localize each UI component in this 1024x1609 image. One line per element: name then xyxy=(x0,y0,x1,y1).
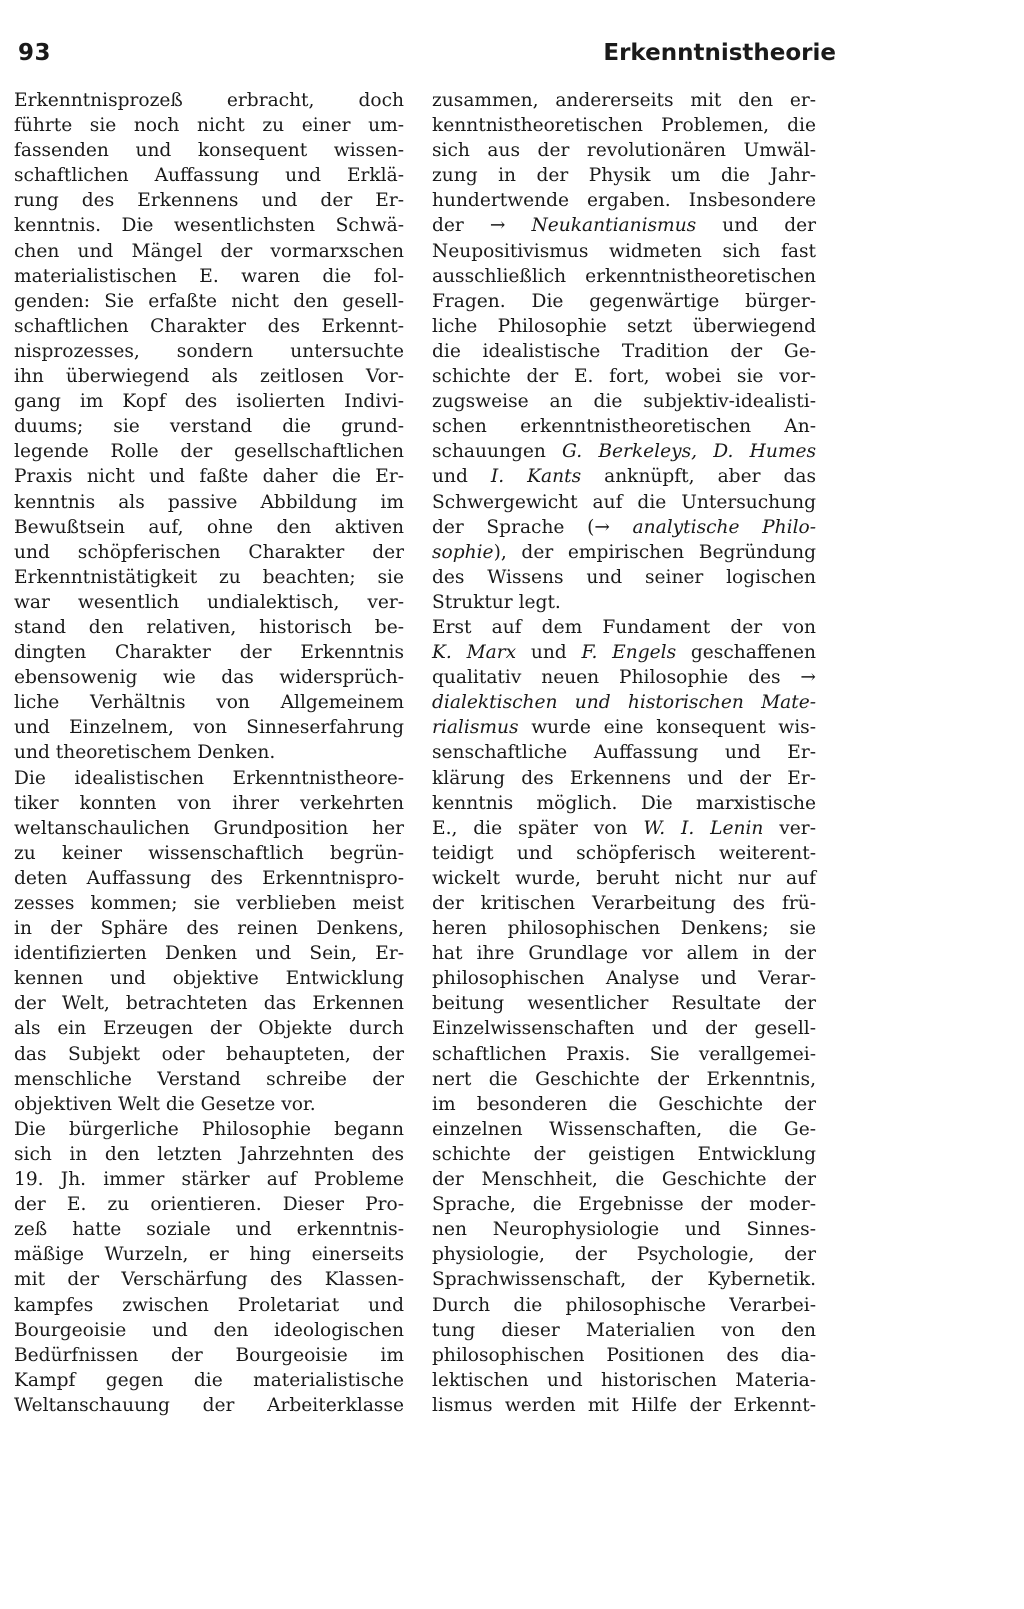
text-line: weltanschaulichen Grundposition her xyxy=(14,817,404,839)
text-line: kampfes zwischen Proletariat und xyxy=(14,1294,404,1316)
text-line: chen und Mängel der vormarxschen xyxy=(14,240,404,262)
text-line: zu keiner wissenschaftlich begrün- xyxy=(14,842,404,864)
text-fragment: E., die später von xyxy=(432,817,644,839)
italic-reference: sophie xyxy=(432,541,494,563)
text-line: Die idealistischen Erkenntnistheore- xyxy=(14,767,404,789)
text-line: hundertwende ergaben. Insbesondere xyxy=(432,190,816,212)
text-line: war wesentlich undialektisch, ver- xyxy=(14,591,404,613)
text-line: zeß hatte soziale und erkenntnis- xyxy=(14,1219,404,1241)
page-number: 93 xyxy=(18,40,52,66)
text-line: duums; sie verstand die grund- xyxy=(14,416,404,438)
text-line: tiker konnten von ihrer verkehrten xyxy=(14,792,404,814)
text-line: und Einzelnem, von Sinneserfahrung xyxy=(14,717,404,739)
text-line: nisprozesses, sondern untersuchte xyxy=(14,340,404,362)
text-line: mäßige Wurzeln, er hing einerseits xyxy=(14,1244,404,1266)
left-text-column xyxy=(14,88,404,1418)
text-line: deten Auffassung des Erkenntnispro- xyxy=(14,867,404,889)
text-line: lektischen und historischen Materia- xyxy=(432,1369,816,1391)
text-line xyxy=(432,515,816,540)
text-line: schichte der geistigen Entwicklung xyxy=(432,1143,816,1165)
text-line: Weltanschauung der Arbeiterklasse xyxy=(14,1394,404,1416)
text-line: menschliche Verstand schreibe der xyxy=(14,1068,404,1090)
text-line: ausschließlich erkenntnistheoretischen xyxy=(432,265,816,287)
text-line: 19. Jh. immer stärker auf Probleme xyxy=(14,1169,404,1191)
text-line: Erst auf dem Fundament der von xyxy=(432,616,816,638)
text-line: die idealistische Tradition der Ge- xyxy=(432,340,816,362)
text-line: hat ihre Grundlage vor allem in der xyxy=(432,943,816,965)
text-line: nert die Geschichte der Erkenntnis, xyxy=(432,1068,816,1090)
text-line: der Menschheit, die Geschichte der xyxy=(432,1169,816,1191)
text-line: gang im Kopf des isolierten Indivi- xyxy=(14,391,404,413)
page-header xyxy=(0,0,1024,90)
right-text-column xyxy=(432,88,816,1418)
italic-reference: rialismus xyxy=(432,717,519,739)
text-line: zusammen, andererseits mit den er- xyxy=(432,90,816,111)
text-line: Bourgeoisie und den ideologischen xyxy=(14,1319,404,1341)
text-line: Praxis nicht und faßte daher die Er- xyxy=(14,466,404,488)
text-line: Bedürfnissen der Bourgeoisie im xyxy=(14,1344,404,1366)
text-line xyxy=(432,690,816,715)
text-line: tung dieser Materialien von den xyxy=(432,1319,816,1341)
text-line: sich aus der revolutionären Umwäl- xyxy=(432,140,816,162)
text-line: Erkenntnistätigkeit zu beachten; sie xyxy=(14,566,404,588)
text-line: als ein Erzeugen der Objekte durch xyxy=(14,1018,404,1040)
text-line: teidigt und schöpferisch weiterent- xyxy=(432,842,816,864)
text-line: schaftlichen Auffassung und Erklä- xyxy=(14,165,404,187)
text-line: Sprachwissenschaft, der Kybernetik. xyxy=(432,1269,816,1291)
text-line: zugsweise an die subjektiv-idealisti- xyxy=(432,391,816,413)
text-line: Die bürgerliche Philosophie begann xyxy=(14,1118,404,1140)
text-line: dingten Charakter der Erkenntnis xyxy=(14,642,404,664)
text-line: führte sie noch nicht zu einer um- xyxy=(14,115,404,137)
text-line: Bewußtsein auf, ohne den aktiven xyxy=(14,516,404,538)
text-line: Durch die philosophische Verarbei- xyxy=(432,1294,816,1316)
text-line: stand den relativen, historisch be- xyxy=(14,616,404,638)
text-line: einzelnen Wissenschaften, die Ge- xyxy=(432,1118,816,1140)
text-line: legende Rolle der gesellschaftlichen xyxy=(14,441,404,463)
text-line: zesses kommen; sie verblieben meist xyxy=(14,893,404,914)
text-line xyxy=(432,213,816,238)
text-line xyxy=(432,640,816,665)
text-line: Fragen. Die gegenwärtige bürger- xyxy=(432,290,816,312)
text-line: kenntnistheoretischen Problemen, die xyxy=(432,115,816,137)
italic-reference: K. Marx xyxy=(432,642,517,664)
text-fragment: wurde eine konsequent wis- xyxy=(518,717,816,739)
text-line: das Subjekt oder behaupteten, der xyxy=(14,1043,404,1065)
italic-reference: analytische Philo- xyxy=(632,516,816,538)
text-line: der kritischen Verarbeitung des frü- xyxy=(432,893,816,914)
text-line: Struktur legt. xyxy=(432,591,561,613)
text-fragment: schauungen xyxy=(432,441,563,463)
text-line: im besonderen die Geschichte der xyxy=(432,1093,816,1115)
italic-reference: I. Kants xyxy=(490,466,582,488)
text-line xyxy=(432,816,816,841)
text-line: heren philosophischen Denkens; sie xyxy=(432,918,816,940)
text-line: liche Verhältnis von Allgemeinem xyxy=(14,692,404,714)
text-line: physiologie, der Psychologie, der xyxy=(432,1244,816,1266)
text-line: kennen und objektive Entwicklung xyxy=(14,968,404,990)
text-line: in der Sphäre des reinen Denkens, xyxy=(14,918,404,940)
text-fragment: der → xyxy=(432,215,532,237)
text-line: sich in den letzten Jahrzehnten des xyxy=(14,1143,404,1165)
text-line: des Wissens und seiner logischen xyxy=(432,566,816,588)
text-line: genden: Sie erfaßte nicht den gesell- xyxy=(14,290,404,312)
text-line: ihn überwiegend als zeitlosen Vor- xyxy=(14,366,404,388)
text-fragment: und xyxy=(432,466,491,488)
text-line: Schwergewicht auf die Untersuchung xyxy=(432,491,816,513)
text-line: fassenden und konsequent wissen- xyxy=(14,140,404,162)
text-line: zung in der Physik um die Jahr- xyxy=(432,165,816,187)
text-line xyxy=(432,464,816,489)
text-line: ebensowenig wie das widersprüch- xyxy=(14,667,404,689)
text-line: klärung des Erkennens und der Er- xyxy=(432,767,816,789)
text-line: schen erkenntnistheoretischen An- xyxy=(432,416,816,438)
section-title: Erkenntnistheorie xyxy=(603,40,836,66)
text-line: Einzelwissenschaften und der gesell- xyxy=(432,1018,816,1040)
text-line: liche Philosophie setzt überwiegend xyxy=(432,315,816,337)
text-line: rung des Erkennens und der Er- xyxy=(14,190,404,212)
text-line: kenntnis als passive Abbildung im xyxy=(14,491,404,513)
text-line: beitung wesentlicher Resultate der xyxy=(432,993,816,1015)
text-line: Neupositivismus widmeten sich fast xyxy=(432,240,816,262)
text-line xyxy=(432,540,816,565)
text-line: Sprache, die Ergebnisse der moder- xyxy=(432,1194,816,1216)
italic-reference: Neukantianismus xyxy=(531,215,697,237)
text-line xyxy=(432,715,816,740)
text-line xyxy=(432,439,816,464)
text-line: senschaftliche Auffassung und Er- xyxy=(432,742,816,764)
text-line: mit der Verschärfung des Klassen- xyxy=(14,1269,404,1291)
italic-reference: W. I. Lenin xyxy=(643,817,764,839)
text-line: der Welt, betrachteten das Erkennen xyxy=(14,993,404,1015)
italic-reference: G. Berkeleys, D. Humes xyxy=(562,441,816,463)
italic-reference: F. Engels xyxy=(581,642,677,664)
text-line: schichte der E. fort, wobei sie vor- xyxy=(432,366,816,388)
text-line: materialistischen E. waren die fol- xyxy=(14,265,404,287)
text-line: kenntnis möglich. Die marxistische xyxy=(432,792,816,814)
text-fragment: und xyxy=(516,642,582,664)
text-fragment: anknüpft, aber das xyxy=(581,466,816,488)
text-line: identifizierten Denken und Sein, Er- xyxy=(14,943,404,965)
text-line: der E. zu orientieren. Dieser Pro- xyxy=(14,1194,404,1216)
text-line: Kampf gegen die materialistische xyxy=(14,1369,404,1391)
text-line: lismus werden mit Hilfe der Erkennt- xyxy=(432,1394,816,1416)
text-fragment: ver- xyxy=(763,817,816,839)
text-line: objektiven Welt die Gesetze vor. xyxy=(14,1093,316,1115)
text-line: kenntnis. Die wesentlichsten Schwä- xyxy=(14,215,404,237)
text-line: philosophischen Positionen des dia- xyxy=(432,1344,816,1366)
text-fragment: der Sprache (→ xyxy=(432,516,633,538)
italic-reference: dialektischen und historischen Mate- xyxy=(432,692,816,714)
text-fragment: ), der empirischen Begründung xyxy=(493,541,816,563)
text-line: Erkenntnisprozeß erbracht, doch xyxy=(14,90,404,111)
text-line: und schöpferischen Charakter der xyxy=(14,541,404,563)
text-line: schaftlichen Charakter des Erkennt- xyxy=(14,315,404,337)
text-line: nen Neurophysiologie und Sinnes- xyxy=(432,1219,816,1241)
text-line: und theoretischem Denken. xyxy=(14,742,276,764)
text-line: qualitativ neuen Philosophie des → xyxy=(432,667,816,689)
text-line: wickelt wurde, beruht nicht nur auf xyxy=(432,867,816,889)
text-line: philosophischen Analyse und Verar- xyxy=(432,968,816,990)
text-fragment: und der xyxy=(696,215,816,237)
text-fragment: geschaffenen xyxy=(676,642,816,664)
text-line: schaftlichen Praxis. Sie verallgemei- xyxy=(432,1043,816,1065)
